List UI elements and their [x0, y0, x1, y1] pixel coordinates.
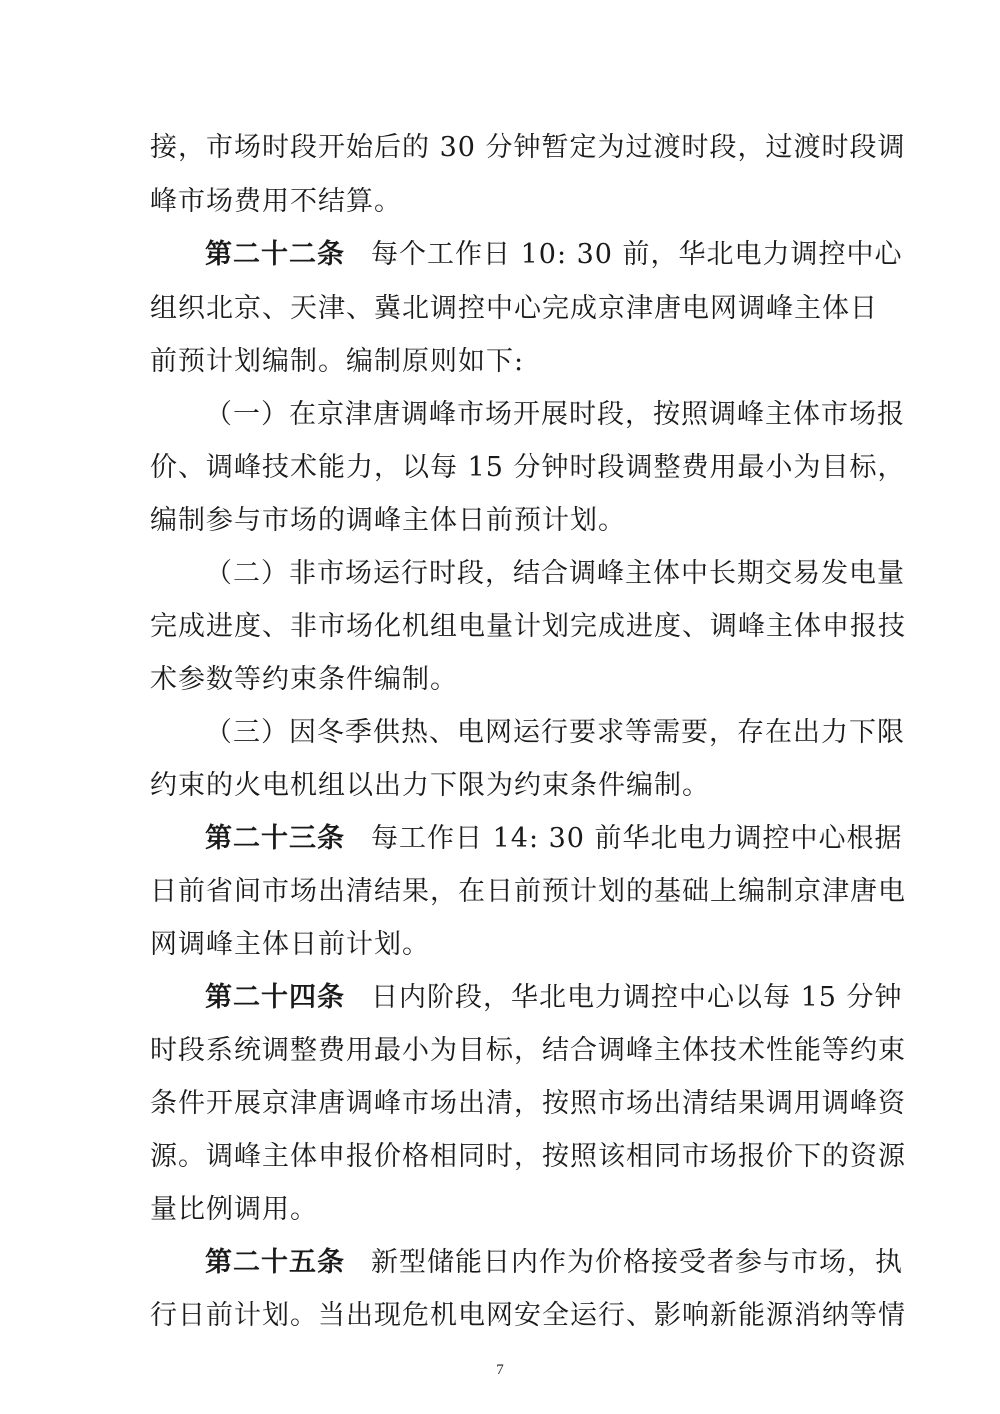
article-24-line	[205, 978, 903, 1018]
text-segment: 每个工作日 10: 30 前，华北电力调控中心	[371, 239, 903, 270]
text-line: （三）因冬季供热、电网运行要求等需要，存在出力下限	[205, 717, 905, 748]
text-line: （一）在京津唐调峰市场开展时段，按照调峰主体市场报	[205, 399, 905, 430]
text-line: 组织北京、天津、冀北调控中心完成京津唐电网调峰主体日	[150, 293, 878, 324]
article-heading: 第二十四条	[205, 982, 345, 1013]
article-22-line	[205, 235, 903, 275]
article-heading: 第二十二条	[205, 239, 345, 270]
text-line: 价、调峰技术能力，以每 15 分钟时段调整费用最小为目标，	[150, 452, 906, 483]
text-line: 网调峰主体日前计划。	[150, 929, 430, 960]
article-heading: 第二十五条	[205, 1247, 345, 1278]
text-line: 完成进度、非市场化机组电量计划完成进度、调峰主体申报技	[150, 611, 906, 642]
text-line: 日前省间市场出清结果，在日前预计划的基础上编制京津唐电	[150, 876, 906, 907]
text-line: 时段系统调整费用最小为目标，结合调峰主体技术性能等约束	[150, 1035, 906, 1066]
text-line: 源。调峰主体申报价格相同时，按照该相同市场报价下的资源	[150, 1141, 906, 1172]
article-heading: 第二十三条	[205, 823, 345, 854]
text-line: 约束的火电机组以出力下限为约束条件编制。	[150, 770, 710, 801]
article-23-line	[205, 819, 903, 859]
text-line: 峰市场费用不结算。	[150, 186, 402, 217]
text-line: 条件开展京津唐调峰市场出清，按照市场出清结果调用调峰资	[150, 1088, 906, 1119]
text-segment: 新型储能日内作为价格接受者参与市场，执	[371, 1247, 903, 1278]
text-line: 量比例调用。	[150, 1194, 318, 1225]
text-line: 术参数等约束条件编制。	[150, 664, 458, 695]
text-line: （二）非市场运行时段，结合调峰主体中长期交易发电量	[205, 558, 905, 589]
text-segment: 每工作日 14: 30 前华北电力调控中心根据	[371, 823, 903, 854]
text-line: 编制参与市场的调峰主体日前预计划。	[150, 505, 626, 536]
text-line: 接，市场时段开始后的 30 分钟暂定为过渡时段，过渡时段调	[150, 132, 906, 163]
page-number: 7	[496, 1362, 504, 1378]
article-25-line	[205, 1243, 903, 1283]
text-line: 前预计划编制。编制原则如下:	[150, 346, 525, 377]
text-segment: 日内阶段，华北电力调控中心以每 15 分钟	[371, 982, 903, 1013]
text-line: 行日前计划。当出现危机电网安全运行、影响新能源消纳等情	[150, 1300, 906, 1331]
